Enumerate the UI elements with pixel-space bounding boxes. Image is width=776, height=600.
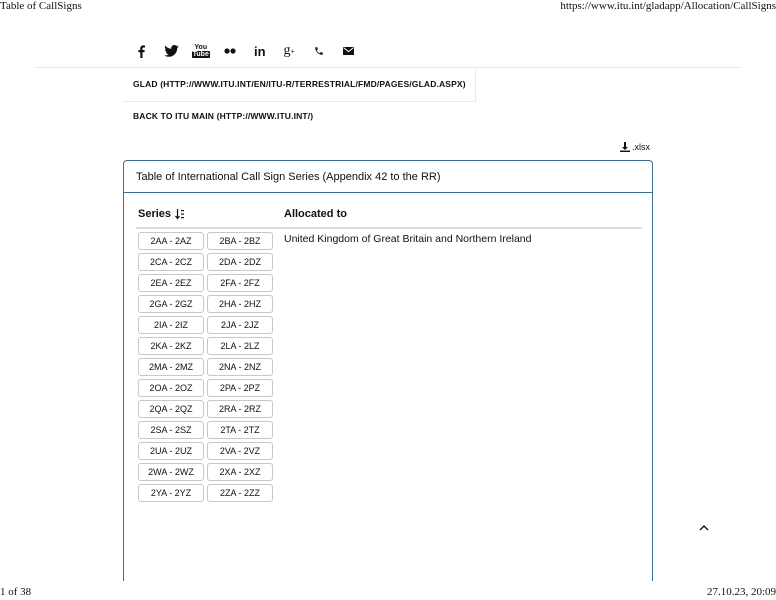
series-range-button[interactable]: 2TA - 2TZ (207, 421, 273, 439)
series-range-button[interactable]: 2NA - 2NZ (207, 358, 273, 376)
allocated-to-value: United Kingdom of Great Britain and Northern Ireland (284, 233, 532, 245)
youtube-icon[interactable]: You Tube (192, 44, 209, 58)
series-range-button[interactable]: 2SA - 2SZ (138, 421, 204, 439)
series-range-button[interactable]: 2FA - 2FZ (207, 274, 273, 292)
scroll-to-top-button[interactable] (697, 520, 711, 534)
twitter-icon[interactable] (157, 40, 187, 62)
series-range-button[interactable]: 2XA - 2XZ (207, 463, 273, 481)
linkedin-icon[interactable]: in (253, 43, 266, 59)
series-range-button[interactable]: 2RA - 2RZ (207, 400, 273, 418)
email-icon[interactable] (334, 40, 364, 62)
series-range-button[interactable]: 2ZA - 2ZZ (207, 484, 273, 502)
series-range-button[interactable]: 2QA - 2QZ (138, 400, 204, 418)
series-range-button[interactable]: 2LA - 2LZ (207, 337, 273, 355)
allocated-column-header: Allocated to (284, 208, 347, 220)
print-header-title: Table of CallSigns (0, 0, 82, 12)
series-range-button[interactable]: 2YA - 2YZ (138, 484, 204, 502)
series-range-button[interactable]: 2GA - 2GZ (138, 295, 204, 313)
flickr-icon[interactable] (216, 40, 246, 62)
series-range-button[interactable]: 2OA - 2OZ (138, 379, 204, 397)
print-header-url: https://www.itu.int/gladapp/Allocation/CallSigns (560, 0, 776, 12)
series-range-button[interactable]: 2AA - 2AZ (138, 232, 204, 250)
phone-icon[interactable] (304, 40, 334, 62)
nav-separator (475, 68, 476, 102)
series-header-label: Series (138, 208, 172, 220)
nav-divider (122, 101, 476, 102)
series-column-header[interactable] (138, 208, 185, 220)
google-plus-icon[interactable]: g + (283, 43, 295, 58)
series-range-button[interactable]: 2DA - 2DZ (207, 253, 273, 271)
series-range-button[interactable]: 2IA - 2IZ (138, 316, 204, 334)
series-range-button[interactable]: 2EA - 2EZ (138, 274, 204, 292)
social-bar (127, 40, 363, 62)
series-range-button[interactable]: 2PA - 2PZ (207, 379, 273, 397)
series-range-button[interactable]: 2BA - 2BZ (207, 232, 273, 250)
series-button-grid (138, 232, 276, 502)
export-xlsx-link[interactable] (620, 142, 650, 152)
series-range-button[interactable]: 2JA - 2JZ (207, 316, 273, 334)
download-icon (620, 142, 630, 152)
sort-icon[interactable] (175, 209, 185, 220)
export-xlsx-label: .xlsx (632, 142, 650, 152)
print-footer-page: 1 of 38 (0, 586, 32, 598)
series-range-button[interactable]: 2HA - 2HZ (207, 295, 273, 313)
top-divider (35, 67, 741, 68)
print-footer-datetime: 27.10.23, 20:09 (706, 586, 776, 598)
nav-link-back-to-itu-main[interactable]: BACK TO ITU MAIN (HTTP://WWW.ITU.INT/) (133, 111, 314, 121)
series-range-button[interactable]: 2KA - 2KZ (138, 337, 204, 355)
call-sign-panel (123, 160, 653, 581)
series-range-button[interactable]: 2MA - 2MZ (138, 358, 204, 376)
series-range-button[interactable]: 2UA - 2UZ (138, 442, 204, 460)
facebook-icon[interactable] (127, 40, 157, 62)
series-range-button[interactable]: 2CA - 2CZ (138, 253, 204, 271)
table-header-divider (136, 227, 642, 229)
nav-link-glad[interactable]: GLAD (HTTP://WWW.ITU.INT/EN/ITU-R/TERRESTRIAL/FMD/PAGES/GLAD.ASPX) (133, 79, 466, 89)
series-range-button[interactable]: 2VA - 2VZ (207, 442, 273, 460)
chevron-up-icon (699, 524, 709, 531)
series-range-button[interactable]: 2WA - 2WZ (138, 463, 204, 481)
panel-title: Table of International Call Sign Series (Appendix 42 to the RR) (124, 161, 652, 193)
